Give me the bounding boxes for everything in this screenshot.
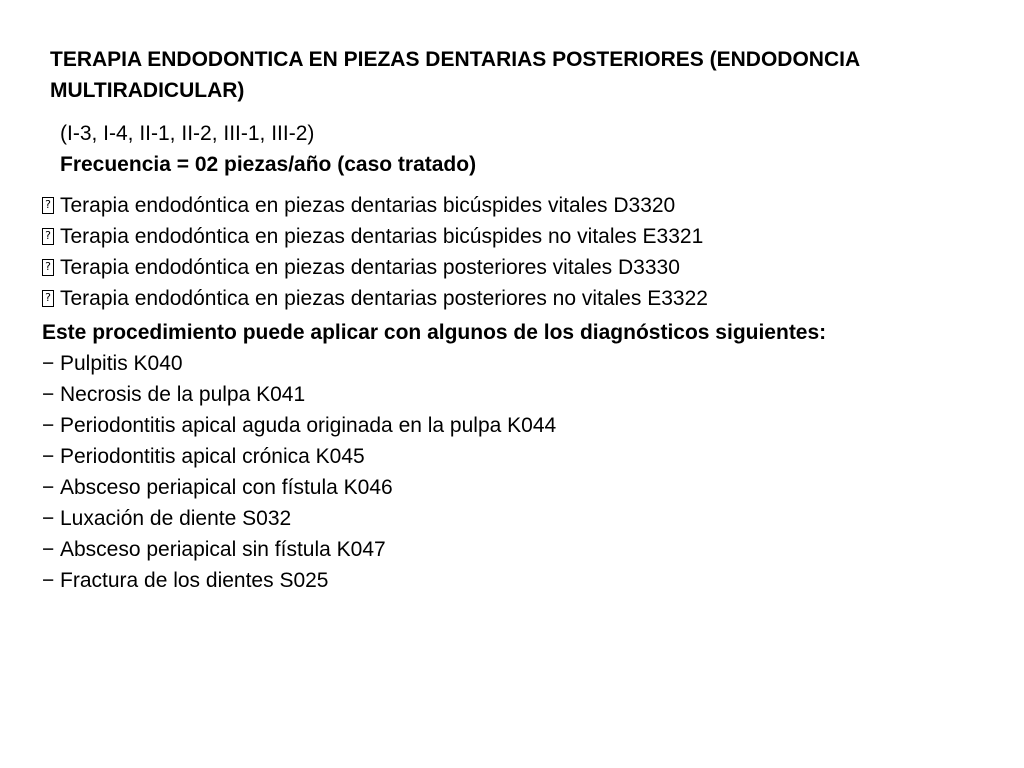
diagnosis-text: Absceso periapical con fístula K046 xyxy=(60,476,393,499)
procedure-item xyxy=(42,221,982,252)
diagnosis-item xyxy=(42,503,982,534)
frequency-text: Frecuencia = 02 piezas/año (caso tratado) xyxy=(60,153,477,176)
procedure-item xyxy=(42,283,982,314)
dash-marker: − xyxy=(42,352,55,375)
dash-marker: − xyxy=(42,383,55,406)
dash-marker: − xyxy=(42,414,55,437)
dash-marker: − xyxy=(42,445,55,468)
diagnosis-item xyxy=(42,348,982,379)
diagnosis-item xyxy=(42,379,982,410)
diagnosis-item xyxy=(42,472,982,503)
levels-text: (I-3, I-4, II-1, II-2, III-1, III-2) xyxy=(60,122,315,145)
unknown-glyph-box-icon xyxy=(42,259,54,276)
diagnosis-text: Periodontitis apical aguda originada en la pulpa K044 xyxy=(60,414,557,437)
procedure-text: Terapia endodóntica en piezas dentarias posteriores vitales D3330 xyxy=(60,256,680,279)
diagnosis-text: Periodontitis apical crónica K045 xyxy=(60,445,365,468)
diagnosis-text: Luxación de diente S032 xyxy=(60,507,292,530)
diagnosis-list xyxy=(42,348,982,596)
procedure-item xyxy=(42,252,982,283)
diagnosis-text: Fractura de los dientes S025 xyxy=(60,569,329,592)
diagnosis-item xyxy=(42,534,982,565)
diagnoses-block xyxy=(42,317,982,596)
dash-marker: − xyxy=(42,476,55,499)
procedure-text: Terapia endodóntica en piezas dentarias bicúspides no vitales E3321 xyxy=(60,225,704,248)
slide-title: TERAPIA ENDODONTICA EN PIEZAS DENTARIAS POSTERIORES (ENDODONCIA MULTIRADICULAR) xyxy=(50,48,860,102)
diagnosis-text: Necrosis de la pulpa K041 xyxy=(60,383,306,406)
diagnosis-text: Absceso periapical sin fístula K047 xyxy=(60,538,386,561)
procedure-list xyxy=(42,190,982,314)
info-block xyxy=(60,118,940,180)
procedure-text: Terapia endodóntica en piezas dentarias bicúspides vitales D3320 xyxy=(60,194,676,217)
diagnoses-lead: Este procedimiento puede aplicar con algunos de los diagnósticos siguientes: xyxy=(42,321,827,344)
dash-marker: − xyxy=(42,538,55,561)
diagnosis-item xyxy=(42,565,982,596)
unknown-glyph-box-icon xyxy=(42,290,54,307)
diagnosis-item xyxy=(42,410,982,441)
unknown-glyph-box-icon xyxy=(42,228,54,245)
procedure-item xyxy=(42,190,982,221)
diagnosis-item xyxy=(42,441,982,472)
unknown-glyph-box-icon xyxy=(42,197,54,214)
procedure-text: Terapia endodóntica en piezas dentarias posteriores no vitales E3322 xyxy=(60,287,708,310)
dash-marker: − xyxy=(42,507,55,530)
dash-marker: − xyxy=(42,569,55,592)
diagnosis-text: Pulpitis K040 xyxy=(60,352,183,375)
